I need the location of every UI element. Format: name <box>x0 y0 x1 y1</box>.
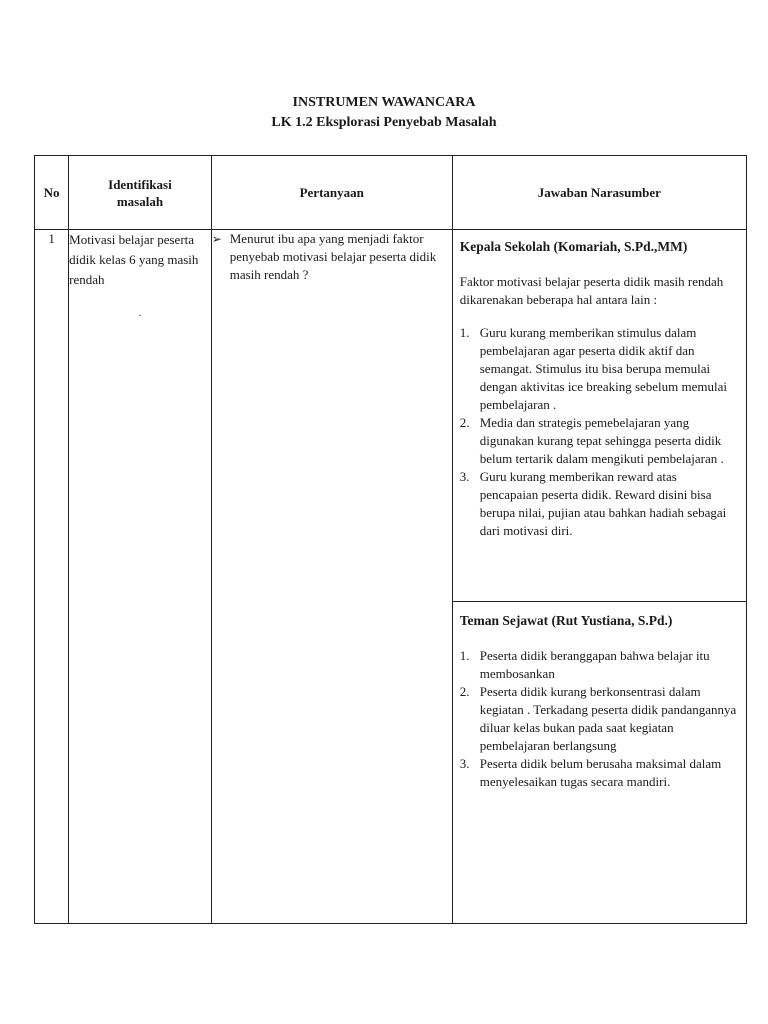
list-item: 1. Guru kurang memberikan stimulus dalam pembelajaran agar peserta didik aktif dan semangat. Stimulus itu bisa berupa memulai dengan aktivitas ice breaking sebelum memulai pembelajaran . <box>459 325 728 412</box>
header-identifikasi: Identifikasi masalah <box>69 156 212 230</box>
list-item: 3. Guru kurang memberikan reward atas pencapaian peserta didik. Reward disini bisa berupa nilai, pujian atau bahkan hadiah sebagai dari motivasi diri. <box>459 469 727 538</box>
document-title <box>0 93 768 133</box>
title-line-2: LK 1.2 Eksplorasi Penyebab Masalah <box>271 115 497 130</box>
cell-identifikasi <box>69 230 212 924</box>
list-item: 2. Media dan strategis pemebelajaran yang digunakan kurang tepat sehingga peserta didik belum tertarik dalam mengikuti pembelajaran . <box>459 415 724 466</box>
cell-jawaban <box>452 230 746 924</box>
cell-no: 1 <box>35 230 69 924</box>
answer-teman-sejawat <box>453 602 746 791</box>
answer-source: Kepala Sekolah (Komariah, S.Pd.,MM) <box>459 239 688 254</box>
header-no: No <box>35 156 69 230</box>
arrow-bullet-icon: ➢ <box>211 232 222 246</box>
stray-dot: . <box>138 308 142 319</box>
cell-pertanyaan <box>211 230 452 924</box>
table-header-row <box>35 156 747 230</box>
answer-list <box>460 647 738 791</box>
title-line-1: INSTRUMEN WAWANCARA <box>292 95 476 110</box>
question-item <box>212 230 452 284</box>
answer-intro: Faktor motivasi belajar peserta didik masih rendah dikarenakan beberapa hal antara lain : <box>459 274 724 307</box>
list-item: 1. Peserta didik beranggapan bahwa belajar itu membosankan <box>459 648 710 681</box>
answer-kepala-sekolah <box>453 230 746 602</box>
header-pertanyaan: Pertanyaan <box>211 156 452 230</box>
table-row <box>35 230 747 924</box>
list-item: 3. Peserta didik belum berusaha maksimal dalam menyelesaikan tugas secara mandiri. <box>459 756 722 789</box>
interview-table <box>34 155 747 924</box>
list-item: 2. Peserta didik kurang berkonsentrasi dalam kegiatan . Terkadang peserta didik pandangannya diluar kelas bukan pada saat kegiatan pembelajaran berlangsung <box>459 684 737 753</box>
answer-list <box>460 324 738 540</box>
identifikasi-text: Motivasi belajar peserta didik kelas 6 yang masih rendah <box>69 232 199 287</box>
question-text: Menurut ibu apa yang menjadi faktor penyebab motivasi belajar peserta didik masih rendah ? <box>229 231 437 282</box>
answer-source: Teman Sejawat (Rut Yustiana, S.Pd.) <box>459 613 673 628</box>
header-jawaban: Jawaban Narasumber <box>452 156 746 230</box>
